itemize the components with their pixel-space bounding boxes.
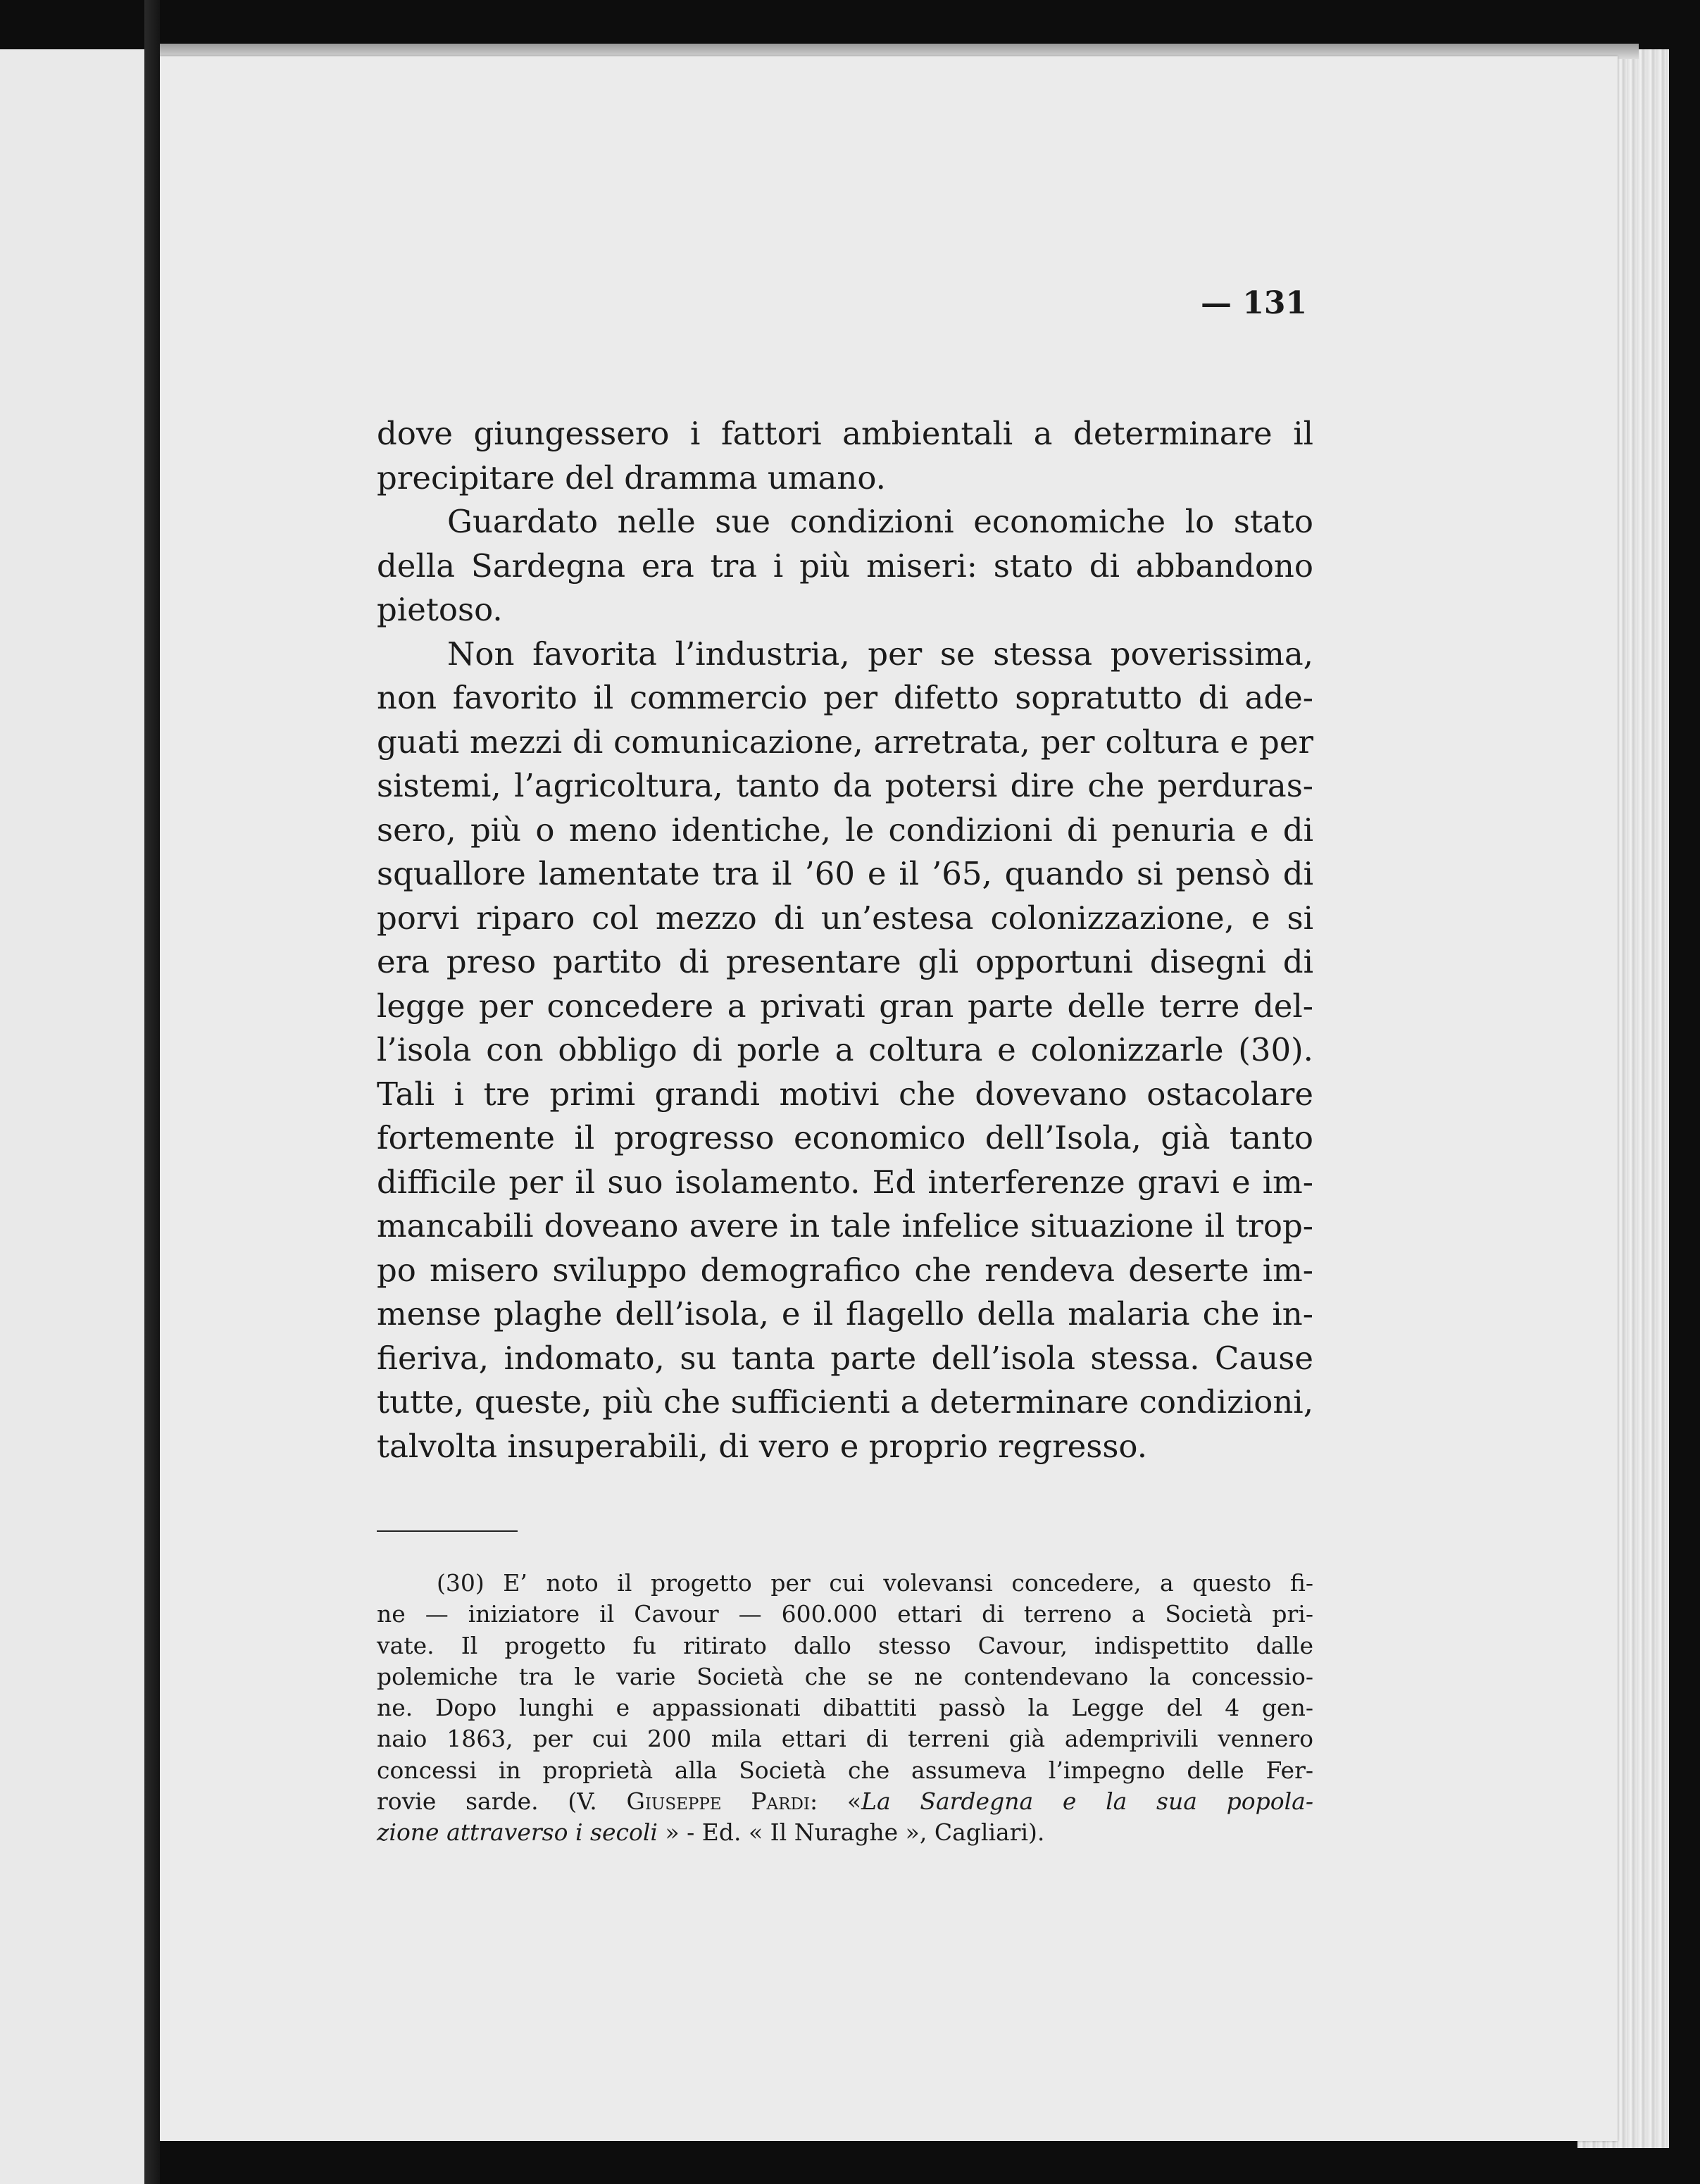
text-line: porvi riparo col mezzo di un’estesa colonizzazione, e si — [377, 899, 1313, 937]
text-line: po misero sviluppo demografico che rendeva deserte im- — [377, 1251, 1313, 1289]
footnote-text: : « — [810, 1787, 862, 1816]
author-last-name: Pardi — [751, 1787, 811, 1816]
text-line: precipitare del dramma umano. — [377, 458, 886, 497]
book-gutter — [144, 0, 160, 2184]
text-line: mancabili doveano avere in tale infelice situazione il trop- — [377, 1207, 1313, 1244]
text-line: l’isola con obbligo di porle a coltura e colonizzarle (30). — [377, 1031, 1313, 1068]
text-line: tutte, queste, più che sufficienti a determinare condizioni, — [377, 1383, 1313, 1421]
text-line: squallore lamentate tra il ’60 e il ’65, quando si pensò di — [377, 855, 1313, 892]
footnote-line: concessi in proprietà alla Società che assumeva l’impegno delle Fer- — [377, 1756, 1313, 1784]
text-line: era preso partito di presentare gli opportuni disegni di — [377, 943, 1313, 980]
footnote-text: rovie sarde. (V. — [377, 1787, 627, 1816]
footnote-line: vate. Il progetto fu ritirato dallo stesso Cavour, indispettito dalle — [377, 1631, 1313, 1659]
text-line: Tali i tre primi grandi motivi che dovevano ostacolare — [377, 1075, 1313, 1113]
footnote-line — [377, 1786, 1313, 1817]
book-title: La Sardegna e la sua popola- — [861, 1787, 1313, 1816]
text-line: Non favorita l’industria, per se stessa poverissima, — [447, 635, 1313, 673]
text-line: guati mezzi di comunicazione, arretrata, per coltura e per — [377, 723, 1313, 761]
footnote-line: polemiche tra le varie Società che se ne contendevano la concessio- — [377, 1662, 1313, 1690]
footnote-line: naio 1863, per cui 200 mila ettari di terreni già ademprivili vennero — [377, 1725, 1313, 1753]
text-line: Guardato nelle sue condizioni economiche lo stato — [447, 503, 1313, 540]
text-line: legge per concedere a privati gran parte delle terre del- — [377, 987, 1313, 1025]
text-line: fortemente il progresso economico dell’Isola, già tanto — [377, 1119, 1313, 1156]
footnote-line — [377, 1817, 1313, 1848]
body-text — [377, 412, 1313, 1468]
footnote-line: (30) E’ noto il progetto per cui volevansi concedere, a questo fi- — [437, 1569, 1313, 1597]
text-line: difficile per il suo isolamento. Ed interferenze gravi e im- — [377, 1163, 1313, 1201]
text-line: fieriva, indomato, su tanta parte dell’isola stessa. Cause — [377, 1339, 1313, 1377]
text-line: sistemi, l’agricoltura, tanto da potersi dire che perduras- — [377, 767, 1313, 804]
text-line: non favorito il commercio per difetto sopratutto di ade- — [377, 679, 1313, 716]
text-line: dove giungessero i fattori ambientali a determinare il — [377, 415, 1313, 452]
footnote-line: ne. Dopo lunghi e appassionati dibattiti passò la Legge del 4 gen- — [377, 1694, 1313, 1722]
footnote-text: » - Ed. « Il Nuraghe », Cagliari). — [665, 1818, 1045, 1847]
text-line: talvolta insuperabili, di vero e proprio regresso. — [377, 1427, 1148, 1465]
facing-page-edge — [0, 49, 144, 2184]
page-number: — 131 — [1201, 285, 1308, 321]
book-title: zione attraverso i secoli — [377, 1818, 658, 1847]
text-line: della Sardegna era tra i più miseri: stato di abbandono — [377, 547, 1313, 585]
footnote-separator — [377, 1530, 518, 1532]
author-first-name: Giuseppe — [626, 1787, 722, 1816]
footnote — [377, 1568, 1313, 1849]
text-line: sero, più o meno identiche, le condizioni di penuria e di — [377, 811, 1313, 849]
footnote-line: ne — iniziatore il Cavour — 600.000 ettari di terreno a Società pri- — [377, 1600, 1313, 1628]
text-line: mense plaghe dell’isola, e il flagello della malaria che in- — [377, 1295, 1313, 1333]
text-line: pietoso. — [377, 591, 503, 628]
